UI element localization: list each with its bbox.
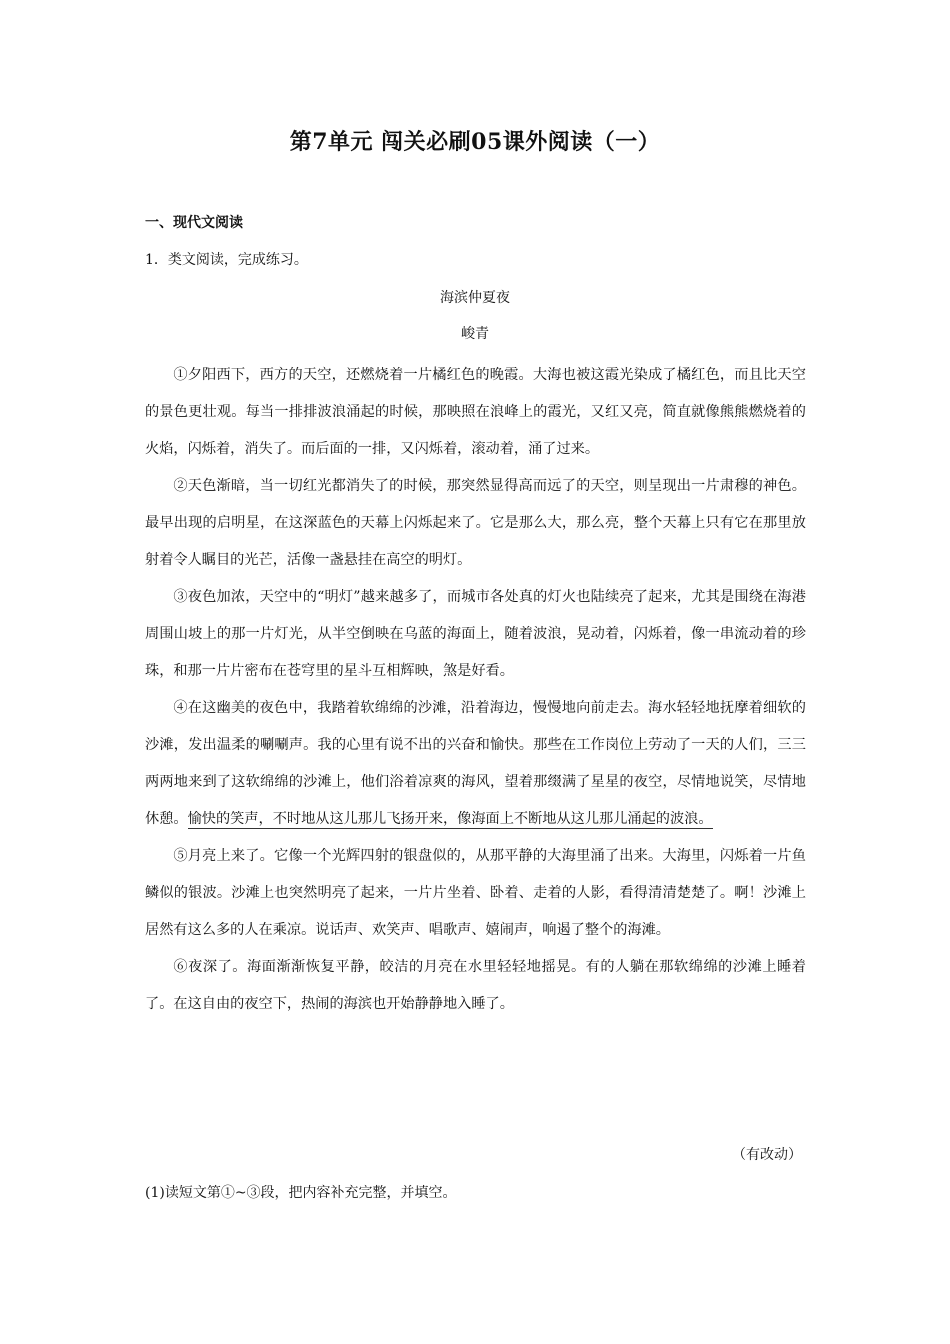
paragraph-4 xyxy=(145,690,806,838)
passage-title: 海滨仲夏夜 xyxy=(440,290,510,306)
question-intro: 1．类文阅读，完成练习。 xyxy=(145,252,308,268)
underlined-sentence: 愉快的笑声，不时地从这儿那儿飞扬开来，像海面上不断地从这儿那儿涌起的波浪。 xyxy=(187,811,713,827)
paragraph-5: ⑤月亮上来了。它像一个光辉四射的银盘似的，从那平静的大海里涌了出来。大海里，闪烁着一片鱼鳞似的银波。沙滩上也突然明亮了起来，一片片坐着、卧着、走着的人影，看得清清楚楚了。啊！沙滩上居然有这么多的人在乘凉。说话声、欢笑声、唱歌声、嬉闹声，响遏了整个的海滩。 xyxy=(145,848,806,938)
source-note: （有改动） xyxy=(732,1147,802,1163)
page-title: 第7单元 闯关必刷05课外阅读（一） xyxy=(289,129,661,155)
sub-question-1: (1)读短文第①~③段，把内容补充完整，并填空。 xyxy=(145,1185,457,1201)
paragraph-6: ⑥夜深了。海面渐渐恢复平静，皎洁的月亮在水里轻轻地摇晃。有的人躺在那软绵绵的沙滩上睡着了。在这自由的夜空下，热闹的海滨也开始静静地入睡了。 xyxy=(145,959,806,1012)
passage-body xyxy=(145,357,806,1023)
paragraph-4-text: ④在这幽美的夜色中，我踏着软绵绵的沙滩，沿着海边，慢慢地向前走去。海水轻轻地抚摩着细软的沙滩，发出温柔的唰唰声。我的心里有说不出的兴奋和愉快。那些在工作岗位上劳动了一天的人们，三三两两地来到了这软绵绵的沙滩上，他们浴着凉爽的海风，望着那缀满了星星的夜空，尽情地说笑，尽情地休憩。 xyxy=(145,700,806,827)
passage-author: 峻青 xyxy=(461,326,489,342)
section-heading: 一、现代文阅读 xyxy=(145,215,243,231)
paragraph-2: ②天色渐暗，当一切红光都消失了的时候，那突然显得高而远了的天空，则呈现出一片肃穆的神色。最早出现的启明星，在这深蓝色的天幕上闪烁起来了。它是那么大，那么亮，整个天幕上只有它在那里放射着令人瞩目的光芒，活像一盏悬挂在高空的明灯。 xyxy=(145,478,806,568)
paragraph-3: ③夜色加浓，天空中的“明灯”越来越多了，而城市各处真的灯火也陆续亮了起来，尤其是围绕在海港周围山坡上的那一片灯光，从半空倒映在乌蓝的海面上，随着波浪，晃动着，闪烁着，像一串流动着的珍珠，和那一片片密布在苍穹里的星斗互相辉映，煞是好看。 xyxy=(145,589,806,679)
paragraph-1: ①夕阳西下，西方的天空，还燃烧着一片橘红色的晚霞。大海也被这霞光染成了橘红色，而且比天空的景色更壮观。每当一排排波浪涌起的时候，那映照在浪峰上的霞光，又红又亮，简直就像熊熊燃烧着的火焰，闪烁着，消失了。而后面的一排，又闪烁着，滚动着，涌了过来。 xyxy=(145,367,806,457)
